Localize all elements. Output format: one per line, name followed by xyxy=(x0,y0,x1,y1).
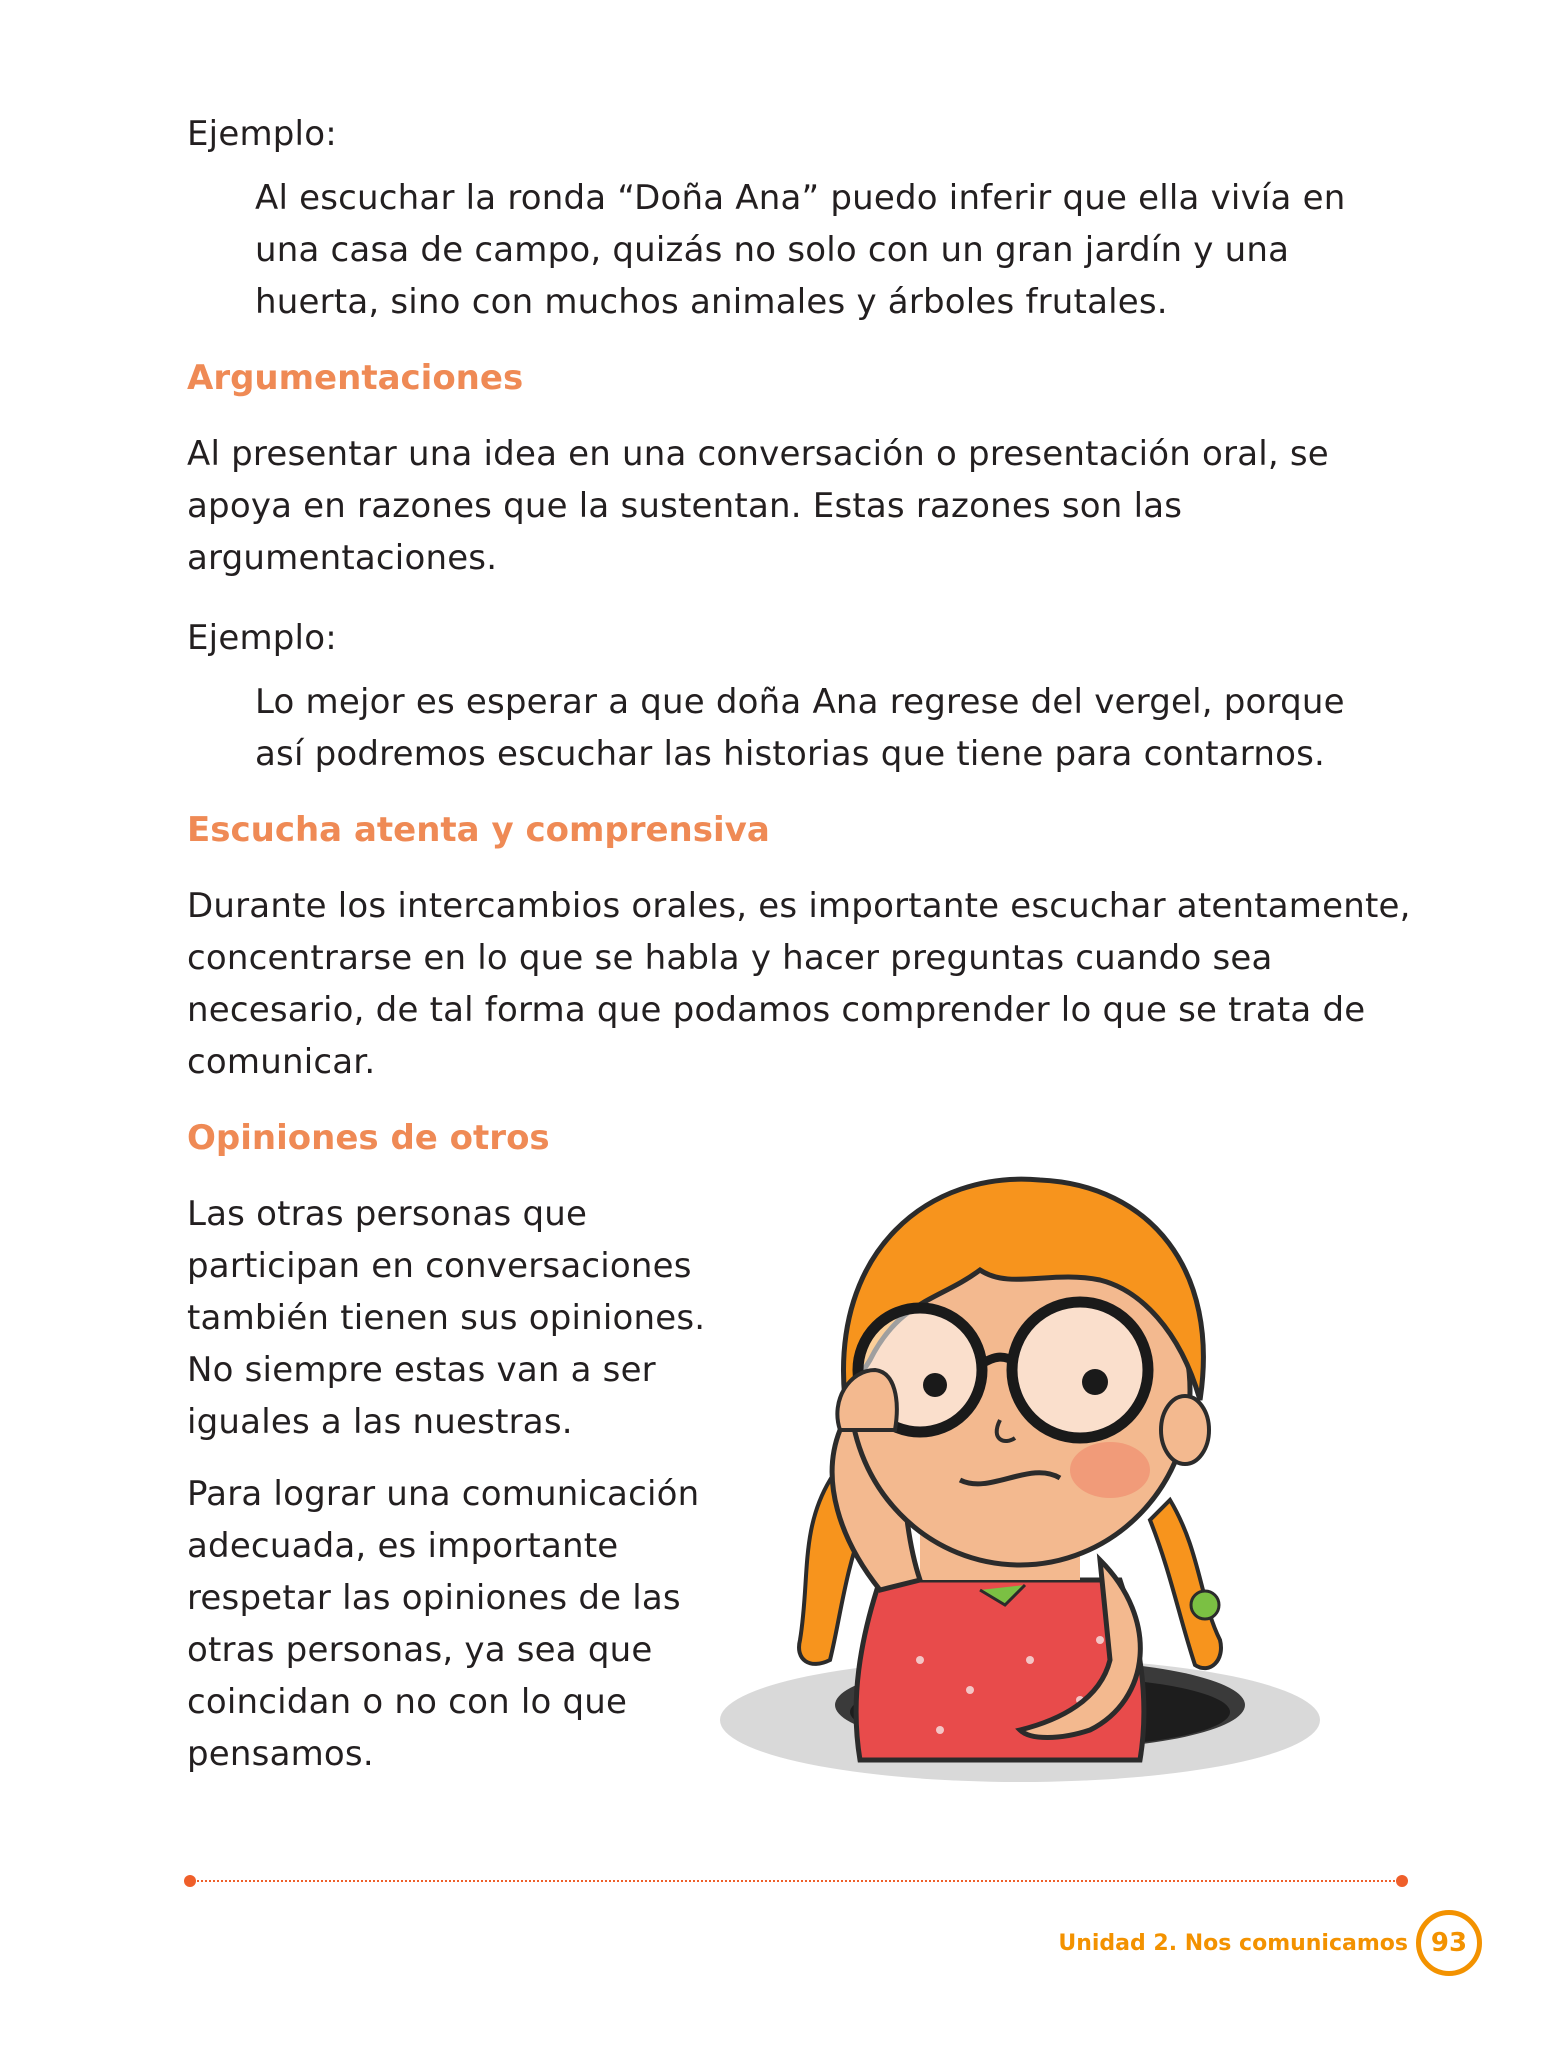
example-paragraph: Lo mejor es esperar a que doña Ana regrese del vergel, porque así podremos escuchar las historias que tiene para contarnos. xyxy=(255,682,1345,774)
girl-illustration xyxy=(680,1100,1320,1800)
section-heading-escucha: Escucha atenta y comprensiva xyxy=(187,810,770,850)
footer-rule xyxy=(190,1880,1402,1882)
escucha-paragraph: Durante los intercambios orales, es importante escuchar atentamente, concentrarse en lo que se habla y hacer preguntas cuando sea necesario, de tal forma que podamos comprender lo que se trata de comunicar. xyxy=(187,886,1411,1082)
argumentaciones-paragraph: Al presentar una idea en una conversación o presentación oral, se apoya en razones que la sustentan. Estas razones son las argumentaciones. xyxy=(187,434,1329,578)
page-number: 93 xyxy=(1430,1928,1468,1958)
page-number-badge xyxy=(1416,1910,1482,1976)
example-paragraph: Al escuchar la ronda “Doña Ana” puedo inferir que ella vivía en una casa de campo, quizás no solo con un gran jardín y una huerta, sino con muchos animales y árboles frutales. xyxy=(255,178,1346,322)
unit-label: Unidad 2. Nos comunicamos xyxy=(1058,1931,1408,1956)
opiniones-paragraph: Para lograr una comunicación adecuada, es importante respetar las opiniones de las otras personas, ya sea que coincidan o no con lo que pensamos. xyxy=(187,1474,700,1774)
example-label: Ejemplo: xyxy=(187,618,337,658)
rule-dot-right xyxy=(1396,1875,1408,1887)
section-heading-opiniones: Opiniones de otros xyxy=(187,1118,550,1158)
example-label: Ejemplo: xyxy=(187,114,337,154)
section-heading-argumentaciones: Argumentaciones xyxy=(187,358,524,398)
opiniones-paragraph: Las otras personas que participan en conversaciones también tienen sus opiniones. No siempre estas van a ser iguales a las nuestras. xyxy=(187,1194,706,1442)
